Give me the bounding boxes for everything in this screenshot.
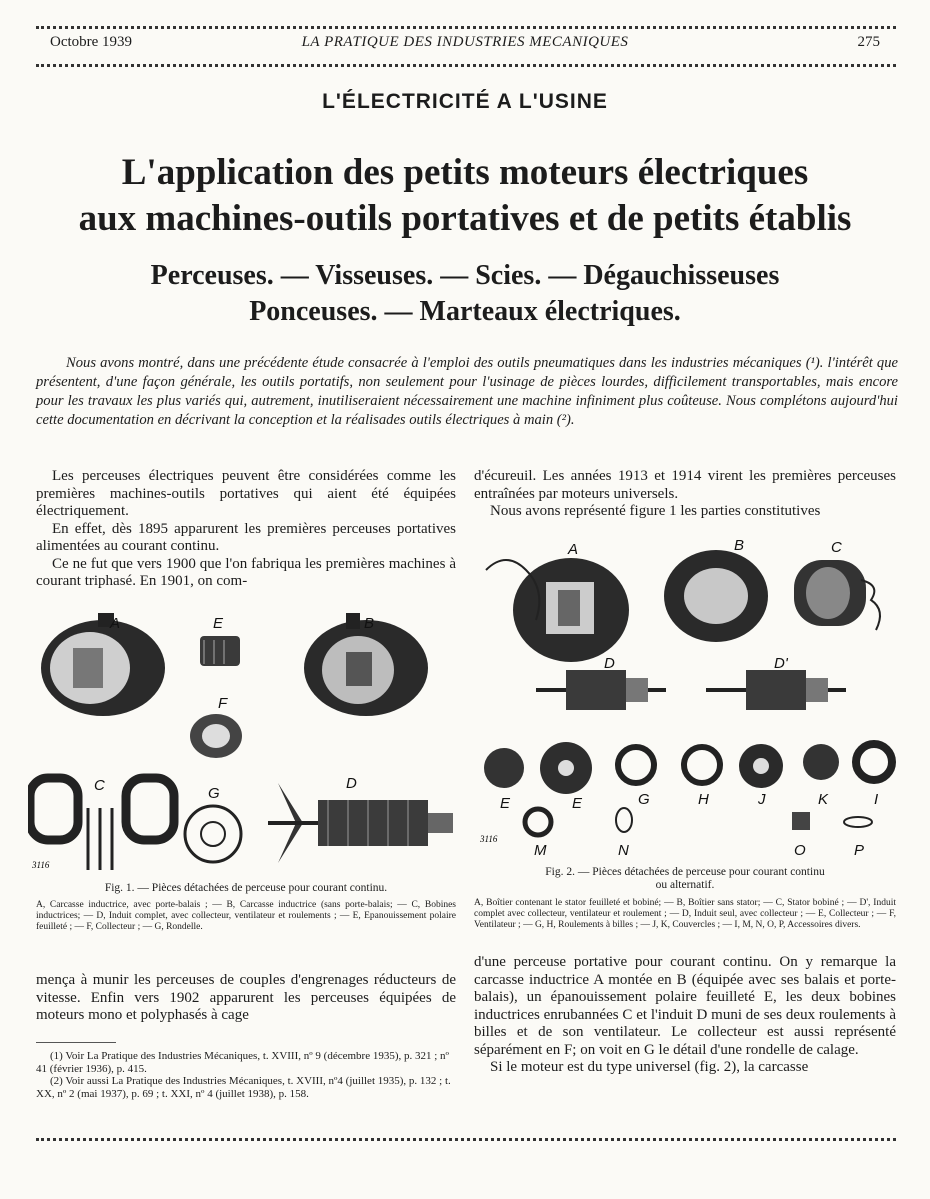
part-d-armature <box>536 670 666 710</box>
top-rule <box>36 26 896 29</box>
fig2-label-d: D <box>604 655 615 672</box>
fig2-label-a: A <box>568 541 579 558</box>
fig2-label-k: K <box>818 791 829 808</box>
issue-date: Octobre 1939 <box>50 34 133 50</box>
fig1-legend: A, Carcasse inductrice, avec porte-balais ; — B, Carcasse inductrice (sans porte-balais; — C, Bobines inductrices; — D, Induit complet, avec collecteur, ventilateur et roulements ; — E, Epanouissement polaire feuilleté ; — F, Collecteur ; — G, Rondelle. <box>36 900 456 932</box>
part-d-armature <box>268 783 453 863</box>
right-column-top <box>474 468 896 521</box>
fig1-caption: Fig. 1. — Pièces détachées de perceuse pour courant continu. <box>104 882 388 894</box>
header-rule <box>36 64 896 67</box>
part-b-case <box>664 550 768 642</box>
fig2-label-i: I <box>874 791 879 808</box>
title-line-2: aux machines-outils portatives et de petits établis <box>78 198 852 239</box>
right-column-bottom <box>474 954 896 1077</box>
fig2-label-h: H <box>698 791 709 808</box>
part-e-pole <box>200 636 240 666</box>
fig2-label-b: B <box>734 537 745 554</box>
paragraph: En effet, dès 1895 apparurent les premières perceuses portatives alimentées au courant continu. <box>36 520 456 554</box>
fig2-label-j: J <box>758 791 766 808</box>
paragraph: d'une perceuse portative pour courant continu. On y remarque la carcasse inductrice A montée en B (équipée avec ses balais et porte-balais), un épanouissement polaire feuilleté E, les deux bobines inductrices enrubannées C et l'induit D muni de ses deux roulements à billes et de son ventilateur. Le collecteur est aussi représenté séparément en F; on voit en G le détail d'une rondelle de calage. <box>474 954 896 1058</box>
paragraph: Nous avons représenté figure 1 les parties constitutives <box>490 503 821 519</box>
section-heading: L'ÉLECTRICITÉ A L'USINE <box>322 90 608 113</box>
fig1-label-f: F <box>218 695 228 712</box>
figure-1-illustration <box>28 608 468 878</box>
fig2-label-d-prime: D' <box>774 655 788 672</box>
part-c-stator <box>794 560 880 630</box>
fig2-caption-line-2: ou alternatif. <box>655 879 715 891</box>
footnote-1: (1) Voir La Pratique des Industries Mécaniques, t. XVIII, nº 9 (décembre 1935), p. 321 ; nº 41 (février 1936), p. 415. <box>36 1050 449 1075</box>
part-a-stator-case <box>486 558 629 662</box>
running-header <box>50 34 880 54</box>
left-column-top <box>36 468 456 591</box>
part-a-housing <box>41 613 165 716</box>
paragraph: d'écureuil. Les années 1913 et 1914 virent les premières perceuses entraînées par moteurs universels. <box>474 468 896 502</box>
journal-name: LA PRATIQUE DES INDUSTRIES MECANIQUES <box>301 34 629 50</box>
intro-paragraph: Nous avons montré, dans une précédente étude consacrée à l'emploi des outils pneumatiques dans les industries mécaniques (¹). l'intérêt que présentent, d'une façon générale, les outils portatifs, non seulement pour l'usinage de pièces lourdes, difficilement transportables, mais encore pour les travaux les plus variés qui, autrement, inutiliseraient nécessairement une machine infiniment plus coûteuse. Nous complétons aujourd'hui cette documentation en décrivant la conception et la réalisades outils électriques à main (²). <box>36 355 898 428</box>
fig1-number: 3116 <box>32 860 50 870</box>
left-column-bottom <box>36 972 456 1025</box>
footnote-2: (2) Voir aussi La Pratique des Industries Mécaniques, t. XVIII, nº4 (juillet 1935), p. 132 ; t. XX, nº 2 (mai 1937), p. 69 ; t. XXI, nº 4 (juillet 1938), p. 158. <box>36 1075 451 1100</box>
part-g-washer <box>185 806 241 862</box>
subtitle-line-2: Ponceuses. — Marteaux électriques. <box>249 296 681 327</box>
fig2-label-o: O <box>794 842 806 859</box>
fig2-caption-line-1: Fig. 2. — Pièces détachées de perceuse pour courant continu <box>545 866 825 878</box>
fig1-label-a: A <box>110 615 121 632</box>
fig2-caption <box>474 866 896 892</box>
accessories <box>525 808 872 835</box>
footnote-rule <box>36 1042 116 1043</box>
fig2-label-e1: E <box>500 795 511 812</box>
fig2-label-c: C <box>831 539 842 556</box>
fig2-label-g: G <box>638 791 650 808</box>
bearings-and-covers <box>484 742 892 794</box>
fig1-label-c: C <box>94 777 105 794</box>
fig2-number: 3116 <box>480 834 498 844</box>
footnotes <box>36 1050 456 1100</box>
fig1-label-g: G <box>208 785 220 802</box>
fig1-label-e: E <box>213 615 224 632</box>
paragraph: mença à munir les perceuses de couples d'engrenages réducteurs de vitesse. Enfin vers 1902 apparurent les perceuses équipées de moteurs mono et polyphasés à cage <box>36 972 456 1023</box>
subtitle-line-1: Perceuses. — Visseuses. — Scies. — Dégauchisseuses <box>150 260 780 291</box>
article-title <box>20 150 910 242</box>
article-subtitle <box>20 258 910 330</box>
fig1-label-d: D <box>346 775 357 792</box>
fig2-label-e2: E <box>572 795 583 812</box>
fig2-label-p: P <box>854 842 865 859</box>
paragraph: Ce ne fut que vers 1900 que l'on fabriqua les premières machines à courant triphasé. En 1901, on com- <box>36 555 456 589</box>
part-d-prime-armature <box>706 670 846 710</box>
paragraph: Les perceuses électriques peuvent être considérées comme les premières machines-outils portatives qui aient été équipées électriquement. <box>36 468 456 519</box>
paragraph: Si le moteur est du type universel (fig. 2), la carcasse <box>490 1059 809 1075</box>
page-number: 275 <box>857 34 880 50</box>
fig2-legend: A, Boîtier contenant le stator feuilleté et bobiné; — B, Boîtier sans stator; — C, Stator bobiné ; — D', Induit complet avec collecteur, ventilateur et roulement ; — D, Induit seul, avec collecteur ; — E, Collecteur ; — F, Ventilateur ; — G, H, Roulements à billes ; — J, K, Couvercles ; — I, M, N, O, P, Accessoires divers. <box>474 898 896 930</box>
bottom-rule <box>36 1138 896 1141</box>
part-f-collector <box>190 714 242 758</box>
figure-2-illustration <box>476 530 896 860</box>
fig2-label-m: M <box>534 842 547 859</box>
fig2-label-n: N <box>618 842 629 859</box>
fig1-label-b: B <box>364 615 375 632</box>
title-line-1: L'application des petits moteurs électriques <box>121 152 809 193</box>
